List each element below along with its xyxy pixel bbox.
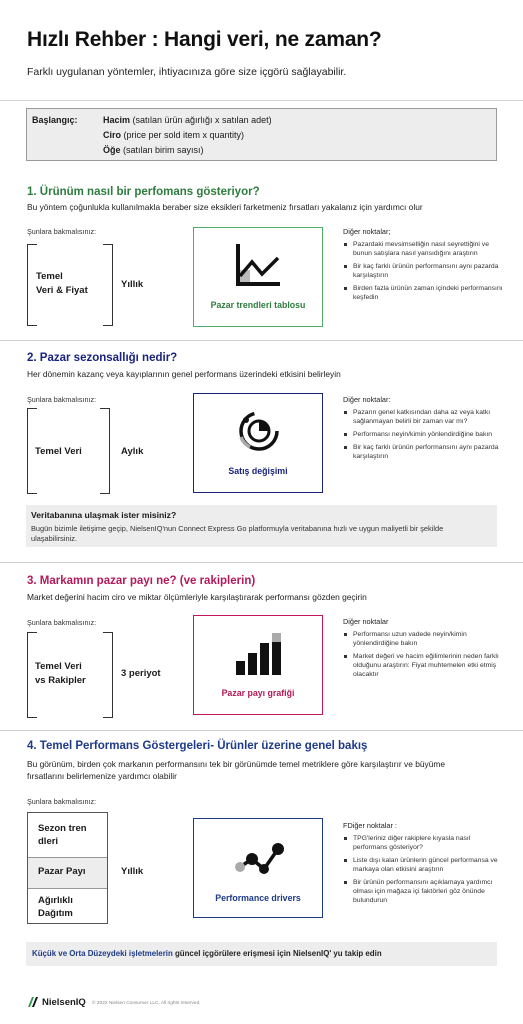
card-sales-change[interactable] bbox=[193, 393, 323, 493]
note-item: Pazardaki mevsimselliğin nasıl seyrettiğini ve bunun satışlara nasıl yansıdığını araştırın bbox=[343, 240, 503, 258]
data-label: Temel Veri bbox=[35, 446, 82, 457]
note-item: TPG'leriniz diğer rakiplere kıyasla nasıl performans gösteriyor? bbox=[343, 834, 503, 852]
trend-chart-icon bbox=[234, 240, 284, 290]
banner-heading: Veritabanına ulaşmak ister misiniz? bbox=[31, 510, 177, 520]
page-title: Hızlı Rehber : Hangi veri, ne zaman? bbox=[27, 28, 382, 51]
notes-list bbox=[343, 240, 503, 306]
note-item: Performansı neyin/kimin yönlendirdiğine bakın bbox=[343, 430, 503, 439]
divider bbox=[28, 888, 107, 889]
follow-highlight: Küçük ve Orta Düzeydeki işletmelerin bbox=[32, 949, 173, 958]
definition-term: Ciro bbox=[103, 130, 121, 140]
banner-body: Bugün bizimle iletişime geçip, NielsenIQ'nun Connect Express Go platformuyla veritabanına hızlı ve uygun maliyetli bir şekilde ulaşabilirsiniz. bbox=[31, 524, 444, 543]
start-definitions-box bbox=[26, 108, 497, 161]
section-1-desc: Bu yöntem çoğunlukla kullanılmakla beraber size eksikleri farketmeniz fırsatları yakalanız için yardımcı olur bbox=[27, 202, 423, 212]
divider bbox=[0, 100, 523, 101]
card-caption: Pazar payı grafiği bbox=[221, 688, 295, 698]
section-1-title: 1. Ürünüm nasıl bir perfomans gösteriyor? bbox=[27, 186, 260, 198]
bracket-right bbox=[103, 632, 113, 718]
notes-list bbox=[343, 408, 503, 465]
look-at-label: Şunlara bakmalısınız: bbox=[27, 395, 97, 404]
start-label: Başlangıç: bbox=[32, 115, 78, 125]
note-item: Bir ürünün performansını açıklamaya yardımcı olması için mağaza içi faktörleri göz önünde bulundurun bbox=[343, 878, 503, 905]
page-subtitle: Farklı uygulanan yöntemler, ihtiyacınıza göre size içgörü sağlayabilir. bbox=[27, 66, 347, 78]
card-market-share[interactable] bbox=[193, 615, 323, 715]
note-item: Market değeri ve hacim eğilimlerinin neden farklı olduğunu araştırın: Fiyat muhtemelen etki etmiş olacaktır bbox=[343, 652, 503, 679]
definition-row bbox=[103, 130, 244, 140]
section-4-title: 4. Temel Performans Göstergeleri- Ürünler üzerine genel bakış bbox=[27, 740, 368, 752]
definition-desc: (satılan birim sayısı) bbox=[120, 145, 204, 155]
notes-title: Diğer noktalar bbox=[343, 617, 389, 626]
look-at-label: Şunlara bakmalısınız: bbox=[27, 797, 97, 806]
data-label: Temel Veri & Fiyat bbox=[36, 271, 88, 296]
period-label: Yıllık bbox=[121, 866, 144, 877]
bracket-right bbox=[100, 408, 110, 494]
note-item: Bir kaç farklı ürünün performansını aynı pazarda karşılaştırın bbox=[343, 262, 503, 280]
period-label: Yıllık bbox=[121, 279, 144, 290]
note-item: Bir kaç farklı ürünün performansını aynı pazarda karşılaştırın bbox=[343, 443, 503, 461]
definition-row bbox=[103, 115, 272, 125]
card-caption: Performance drivers bbox=[215, 893, 301, 903]
note-item: Liste dışı kalan ürünlerin güncel performansa ve markaya olan etkisini araştırın bbox=[343, 856, 503, 874]
notes-list bbox=[343, 834, 503, 909]
definition-term: Öğe bbox=[103, 145, 121, 155]
notes-list bbox=[343, 630, 503, 683]
card-market-trends[interactable] bbox=[193, 227, 323, 327]
period-label: 3 periyot bbox=[121, 668, 161, 679]
section-2-title: 2. Pazar sezonsallığı nedir? bbox=[27, 352, 178, 364]
divider bbox=[0, 730, 523, 731]
copyright: © 2022 Nielsen Consumer LLC. All rights reserved. bbox=[92, 1001, 201, 1006]
definition-desc: (price per sold item x quantity) bbox=[121, 130, 245, 140]
note-item: Pazarın genel katkısından daha az veya katkı sağlanmayan belirli bir zaman var mı? bbox=[343, 408, 503, 426]
nielseniq-logo[interactable]: NielsenIQ bbox=[42, 997, 86, 1008]
look-at-label: Şunlara bakmalısınız: bbox=[27, 618, 97, 627]
look-at-label: Şunlara bakmalısınız: bbox=[27, 227, 97, 236]
period-label: Aylık bbox=[121, 446, 144, 457]
data-item: Sezon tren dleri bbox=[38, 823, 87, 847]
card-performance-drivers[interactable] bbox=[193, 818, 323, 918]
section-3-desc: Market değerini hacim ciro ve miktar ölçümleriyle karşılaştırarak performansı gözden geçirin bbox=[27, 592, 367, 602]
follow-text bbox=[32, 949, 382, 958]
divider bbox=[0, 340, 523, 341]
network-icon bbox=[234, 837, 284, 887]
data-item: Ağırlıklı Dağıtım bbox=[38, 895, 73, 919]
data-label: Temel Veri vs Rakipler bbox=[35, 661, 86, 686]
definition-row bbox=[103, 145, 204, 155]
definition-term: Hacim bbox=[103, 115, 131, 125]
cycle-icon bbox=[234, 406, 284, 456]
section-4-desc: Bu görünüm, birden çok markanın performansını tek bir görünümde temel metriklere göre karşılaştırır ve büyüme fırsatlarını belirlemenize yardımcı olabilir bbox=[27, 759, 446, 781]
note-item: Birden fazla ürünün zaman içindeki performansını keşfedin bbox=[343, 284, 503, 302]
notes-title: Diğer noktalar; bbox=[343, 227, 391, 236]
notes-title: FDiğer noktalar : bbox=[343, 821, 397, 830]
nielseniq-logo-icon bbox=[27, 996, 39, 1008]
data-items-box bbox=[27, 812, 108, 924]
divider bbox=[0, 562, 523, 563]
data-access-banner bbox=[26, 505, 497, 547]
follow-rest: güncel içgörülere erişmesi için NielsenIQ' yu takip edin bbox=[172, 949, 382, 958]
bar-chart-icon bbox=[234, 629, 284, 679]
section-3-title: 3. Markamın pazar payı ne? (ve rakiplerin) bbox=[27, 575, 256, 587]
note-item: Performansı uzun vadede neyin/kimin yönlendirdiğine bakın bbox=[343, 630, 503, 648]
notes-title: Diğer noktalar: bbox=[343, 395, 391, 404]
bracket-right bbox=[103, 244, 113, 326]
definition-desc: (satılan ürün ağırlığı x satılan adet) bbox=[130, 115, 272, 125]
follow-banner bbox=[26, 942, 497, 966]
card-caption: Satış değişimi bbox=[228, 466, 288, 476]
data-item: Pazar Payı bbox=[38, 866, 86, 877]
card-caption: Pazar trendleri tablosu bbox=[210, 300, 306, 310]
section-2-desc: Her dönemin kazanç veya kayıplarının genel performans üzerindeki etkisini belirleyin bbox=[27, 369, 341, 379]
